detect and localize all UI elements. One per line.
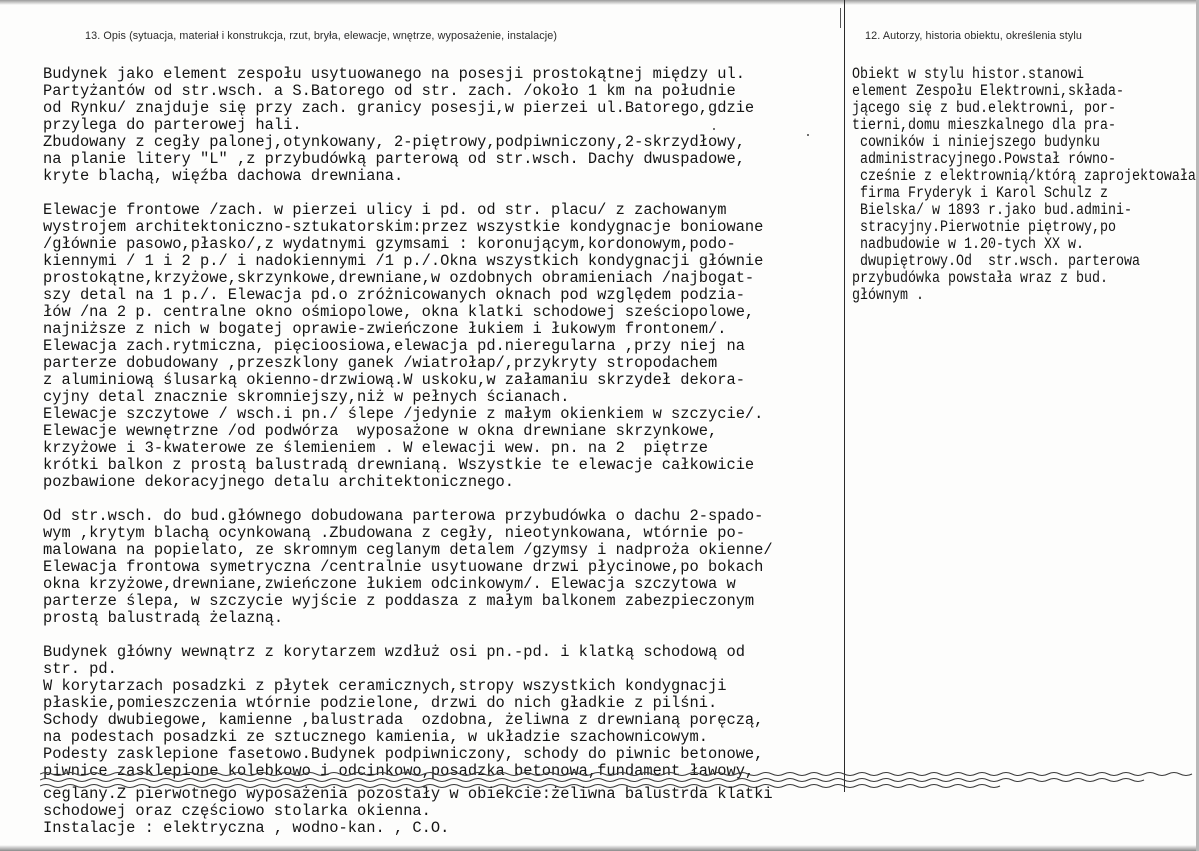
- description-line: na podestach posadzki ze sztucznego kamienia, w układzie szachownicowym.: [43, 728, 708, 746]
- paper-speck: [713, 128, 715, 130]
- history-line: element Zespołu Elektrowni,składa-: [852, 82, 1124, 100]
- history-text: [852, 66, 1199, 304]
- description-line: malowana na popielato, ze skromnym ceglanym detalem /gzymsy i nadproża okienne/: [43, 541, 773, 559]
- description-line: Elewacje wewnętrzne /od podwórza wyposażone w okna drewniane skrzynkowe,: [43, 422, 718, 440]
- description-line: pozbawione dekoracyjnego detalu architektonicznego.: [43, 473, 515, 491]
- description-line: Partyżantów od str.wsch. a S.Batorego od str. zach. /około 1 km na południe: [43, 82, 736, 100]
- description-line: wym ,krytym blachą ocynkowaną .Zbudowana z cegły, nieotynkowana, wtórnie po-: [43, 524, 745, 542]
- description-line: najniższe z nich w bogatej oprawie-zwieńczone łukiem i łukowym frontonem/.: [43, 320, 727, 338]
- description-line: Elewacja frontowa symetryczna /centralnie usytuowane drzwi płycinowe,po bokach: [43, 558, 764, 576]
- history-line: dwupiętrowy.Od str.wsch. parterowa: [852, 252, 1140, 270]
- history-line: administracyjnego.Powstał równo-: [852, 150, 1116, 168]
- description-line: od Rynku/ znajduje się przy zach. granicy posesji,w pierzei ul.Batorego,gdzie: [43, 99, 755, 117]
- history-line: Obiekt w stylu histor.stanowi: [852, 65, 1084, 83]
- description-line: W korytarzach posadzki z płytek ceramicznych,stropy wszystkich kondygnacji: [43, 677, 727, 695]
- description-line: cyjny detal znacznie skromniejszy,niż w pełnych ścianach.: [43, 388, 570, 406]
- description-line: [43, 627, 773, 644]
- history-line: przybudówka powstała wraz z bud.: [852, 269, 1108, 287]
- description-line: okna krzyżowe,drewniane,zwieńczone łukiem odcinkowym/. Elewacja szczytowa w: [43, 575, 736, 593]
- history-line: jącego się z bud.elektrowni, por-: [852, 99, 1116, 117]
- page-edge-bottom: [0, 845, 1199, 851]
- description-line: płaskie,pomieszczenia wtórnie podzielone, drzwi do nich gładkie z pilśni.: [43, 694, 718, 712]
- history-line: nadbudowie w 1.20-tych XX w.: [852, 235, 1084, 253]
- description-line: szy detal na 1 p./. Elewacja pd.o zróżnicowanych oknach pod względem podzia-: [43, 286, 745, 304]
- divider-tick: [840, 8, 850, 28]
- description-line: str. pd.: [43, 660, 117, 678]
- history-line: cześnie z elektrownią/którą zaprojektowała: [852, 167, 1196, 185]
- description-line: kiennymi / 1 i 2 p./ i nadokiennymi /1 p./.Okna wszystkich kondygnacji głównie: [43, 252, 764, 270]
- description-line: [43, 491, 773, 508]
- history-line: stracyjny.Pierwotnie piętrowy,po: [852, 218, 1116, 236]
- description-line: Elewacja zach.rytmiczna, pięcioosiowa,elewacja pd.nieregularna ,przy niej na: [43, 337, 745, 355]
- description-line: /głównie pasowo,płasko/,z wydatnymi gzymsami : koronującym,kordonowym,podo-: [43, 235, 736, 253]
- description-line: prostokątne,krzyżowe,skrzynkowe,drewniane,w ozdobnych obramieniach /najbogat-: [43, 269, 755, 287]
- history-line: firma Fryderyk i Karol Schulz z: [852, 184, 1108, 202]
- description-line: łów /na 2 p. centralne okno ośmiopolowe, okna klatki schodowej sześciopolowe,: [43, 303, 755, 321]
- history-line: cowników i niniejszego budynku: [852, 133, 1100, 151]
- description-tail-line: schodowej oraz częściowo stolarka okienna.: [43, 802, 431, 820]
- description-line: Schody dwubiegowe, kamienne ,balustrada ozdobna, żeliwna z drewnianą poręczą,: [43, 711, 764, 729]
- description-line: parterze dobudowany ,przeszklony ganek /wiatrołap/,przykryty stropodachem: [43, 354, 718, 372]
- description-line: przylega do parterowej hali.: [43, 116, 302, 134]
- description-line: Elewacje frontowe /zach. w pierzei ulicy i pd. od str. placu/ z zachowanym: [43, 201, 727, 219]
- description-tail-text: [43, 786, 773, 837]
- description-line: Budynek jako element zespołu usytuowanego na posesji prostokątnej między ul.: [43, 65, 745, 83]
- history-line: Bielska/ w 1893 r.jako bud.admini-: [852, 201, 1132, 219]
- description-line: kryte blachą, więźba dachowa drewniana.: [43, 167, 404, 185]
- column-divider: [844, 0, 845, 792]
- history-line: głównym .: [852, 286, 924, 304]
- description-line: z aluminiową ślusarką okienno-drzwiową.W uskoku,w załamaniu skrzydeł dekora-: [43, 371, 745, 389]
- description-line: krzyżowe i 3-kwaterowe ze ślemieniem . W elewacji wew. pn. na 2 piętrze: [43, 439, 708, 457]
- description-line: Budynek główny wewnątrz z korytarzem wzdłuż osi pn.-pd. i klatką schodową od: [43, 643, 745, 661]
- description-line: Od str.wsch. do bud.głównego dobudowana parterowa przybudówka o dachu 2-spado-: [43, 507, 764, 525]
- section-13-header: 13. Opis (sytuacja, materiał i konstrukcja, rzut, bryła, elewacje, wnętrze, wyposażenie, instalacje): [85, 30, 558, 42]
- description-line: parterze ślepa, w szczycie wyjście z poddasza z małym balkonem zabezpieczonym: [43, 592, 755, 610]
- description-line: Zbudowany z cegły palonej,otynkowany, 2-piętrowy,podpiwniczony,2-skrzydłowy,: [43, 133, 745, 151]
- history-line: tierni,domu mieszkalnego dla pra-: [852, 116, 1116, 134]
- paper-speck: [807, 134, 809, 136]
- section-12-header: 12. Autorzy, historia obiektu, określenia stylu: [865, 30, 1082, 42]
- description-line: piwnice zasklepione kolebkowo i odcinkowo,posadzka betonowa,fundament ławowy,: [43, 762, 755, 780]
- description-line: prostą balustradą żelazną.: [43, 609, 284, 627]
- description-text: [43, 66, 773, 780]
- description-line: Podesty zasklepione fasetowo.Budynek podpiwniczony, schody do piwnic betonowe,: [43, 745, 764, 763]
- description-line: wystrojem architektoniczno-sztukatorskim:przez wszystkie kondygnacje boniowane: [43, 218, 764, 236]
- page-edge-top: [0, 0, 1199, 5]
- description-line: na planie litery "L" ,z przybudówką parterową od str.wsch. Dachy dwuspadowe,: [43, 150, 745, 168]
- description-line: [43, 185, 773, 202]
- description-line: krótki balkon z prostą balustradą drewnianą. Wszystkie te elewacje całkowicie: [43, 456, 755, 474]
- description-line: Elewacje szczytowe / wsch.i pn./ ślepe /jedynie z małym okienkiem w szczycie/.: [43, 405, 764, 423]
- description-tail-line: Instalacje : elektryczna , wodno-kan. , C.O.: [43, 819, 450, 837]
- description-tail-line: ceglany.Z pierwotnego wyposażenia pozostały w obiekcie:żeliwna balustrda klatki: [43, 785, 773, 803]
